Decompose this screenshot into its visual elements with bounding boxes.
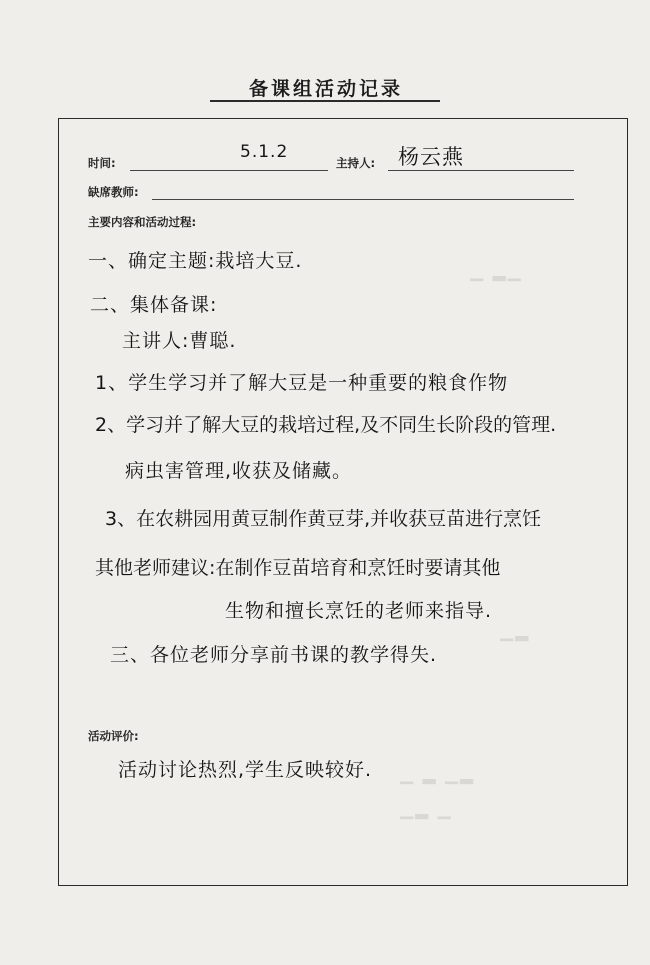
content-line: 3、在农耕园用黄豆制作黄豆芽,并收获豆苗进行烹饪 (105, 508, 542, 530)
bleed-through-marks: ▁ ▂▁ (470, 262, 523, 282)
evaluation-label: 活动评价: (88, 729, 139, 743)
absent-teacher-underline (152, 199, 574, 200)
page-title: 备课组活动记录 (248, 78, 403, 100)
content-line: 1、学生学习并了解大豆是一种重要的粮食作物 (95, 372, 509, 394)
content-line: 三、各位老师分享前书课的教学得失. (110, 644, 438, 666)
content-line: 2、学习并了解大豆的栽培过程,及不同生长阶段的管理. (95, 414, 557, 436)
absent-teacher-label: 缺席教师: (88, 185, 139, 199)
content-line: 一、确定主题:栽培大豆. (88, 250, 303, 272)
bleed-through-marks: ▁ ▂ ▁▂ (400, 765, 476, 785)
content-line: 病虫害管理,收获及储藏。 (125, 460, 353, 482)
content-line: 二、集体备课: (90, 294, 218, 316)
content-label: 主要内容和活动过程: (88, 215, 197, 229)
host-value: 杨云燕 (398, 145, 464, 169)
content-line: 生物和擅长烹饪的老师来指导. (225, 600, 493, 622)
time-label: 时间: (88, 156, 116, 170)
bleed-through-marks: ▁▂ (500, 622, 531, 642)
content-line: 主讲人:曹聪. (122, 330, 237, 352)
time-underline (130, 170, 328, 171)
evaluation-text: 活动讨论热烈,学生反映较好. (118, 759, 373, 781)
host-label: 主持人: (336, 156, 376, 170)
bleed-through-marks: ▁▂ ▁ (400, 800, 453, 820)
content-line: 其他老师建议:在制作豆苗培育和烹饪时要请其他 (95, 557, 501, 579)
title-underline (210, 100, 440, 102)
time-value: 5.1.2 (240, 142, 289, 162)
